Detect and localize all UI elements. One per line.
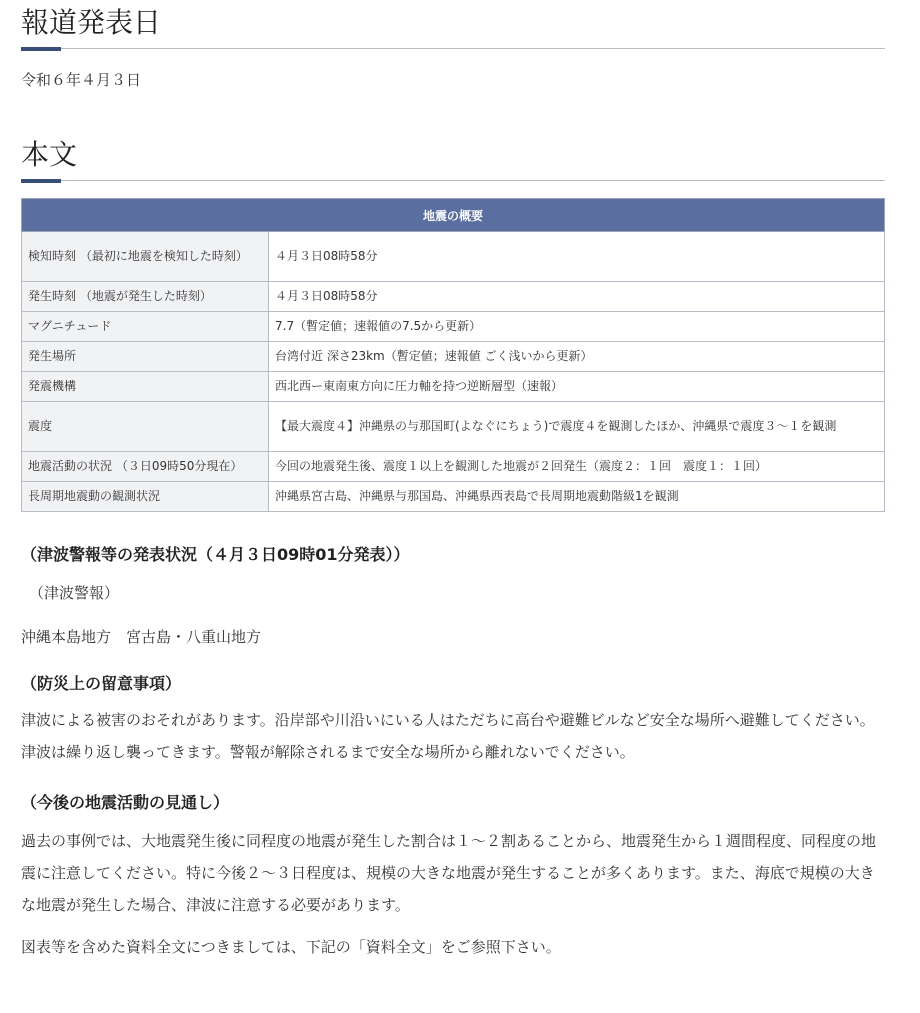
row-label-occurrence-time: 発生時刻 （地震が発生した時刻）	[22, 282, 269, 312]
summary-table-header: 地震の概要	[22, 199, 885, 232]
row-value-intensity: 【最大震度４】沖縄県の与那国町(よなぐにちょう)で震度４を観測したほか、沖縄県で震度３～１を観測	[269, 402, 885, 452]
row-label-long-period: 長周期地震動の観測状況	[22, 482, 269, 512]
heading-rule	[21, 47, 885, 51]
table-row	[22, 312, 885, 342]
row-value-magnitude: 7.7（暫定値；速報値の7.5から更新）	[269, 312, 885, 342]
row-value-detection-time: ４月３日08時58分	[269, 232, 885, 282]
row-label-focal-mechanism: 発震機構	[22, 372, 269, 402]
press-date-value: 令和６年４月３日	[21, 71, 142, 89]
row-value-long-period: 沖縄県宮古島、沖縄県与那国島、沖縄県西表島で長周期地震動階級1を観測	[269, 482, 885, 512]
tsunami-warning-kind: （津波警報）	[29, 584, 120, 602]
table-row	[22, 452, 885, 482]
row-value-occurrence-time: ４月３日08時58分	[269, 282, 885, 312]
heading-rule-line	[21, 180, 885, 181]
table-row	[22, 372, 885, 402]
table-row	[22, 232, 885, 282]
press-date-heading: 報道発表日	[21, 6, 162, 39]
tsunami-heading: （津波警報等の発表状況（４月３日09時01分発表））	[21, 545, 410, 564]
outlook-heading: （今後の地震活動の見通し）	[21, 793, 230, 812]
row-value-focal-mechanism: 西北西ー東南東方向に圧力軸を持つ逆断層型（速報）	[269, 372, 885, 402]
row-label-intensity: 震度	[22, 402, 269, 452]
row-label-magnitude: マグニチュード	[22, 312, 269, 342]
heading-rule	[21, 179, 885, 183]
bousai-heading: （防災上の留意事項）	[21, 674, 182, 693]
table-row	[22, 282, 885, 312]
table-row	[22, 482, 885, 512]
press-date-section	[21, 0, 885, 90]
outlook-text: 過去の事例では、大地震発生後に同程度の地震が発生した割合は１～２割あることから、地震発生から１週間程度、同程度の地震に注意してください。特に今後２～３日程度は、規模の大きな地震が発生することが多くあります。また、海底で規模の大きな地震が発生した場合、津波に注意する必要があります。	[21, 832, 877, 914]
table-row	[22, 342, 885, 372]
row-label-activity: 地震活動の状況 （３日09時50分現在）	[22, 452, 269, 482]
table-row	[22, 402, 885, 452]
row-value-activity: 今回の地震発生後、震度１以上を観測した地震が２回発生（震度２：１回 震度１：１回）	[269, 452, 885, 482]
body-heading: 本文	[21, 138, 78, 171]
row-label-detection-time: 検知時刻 （最初に地震を検知した時刻）	[22, 232, 269, 282]
reference-note: 図表等を含めた資料全文につきましては、下記の「資料全文」をご参照下さい。	[21, 938, 561, 956]
bousai-text: 津波による被害のおそれがあります。沿岸部や川沿いにいる人はただちに高台や避難ビルなど安全な場所へ避難してください。津波は繰り返し襲ってきます。警報が解除されるまで安全な場所から離れないでください。	[21, 711, 875, 761]
heading-rule-line	[21, 48, 885, 49]
body-section	[21, 138, 885, 512]
tsunami-warning-areas: 沖縄本島地方 宮古島・八重山地方	[21, 628, 262, 646]
heading-rule-accent	[21, 179, 61, 183]
row-label-location: 発生場所	[22, 342, 269, 372]
row-value-location: 台湾付近 深さ23km（暫定値；速報値 ごく浅いから更新）	[269, 342, 885, 372]
earthquake-summary-table	[21, 198, 885, 512]
heading-rule-accent	[21, 47, 61, 51]
